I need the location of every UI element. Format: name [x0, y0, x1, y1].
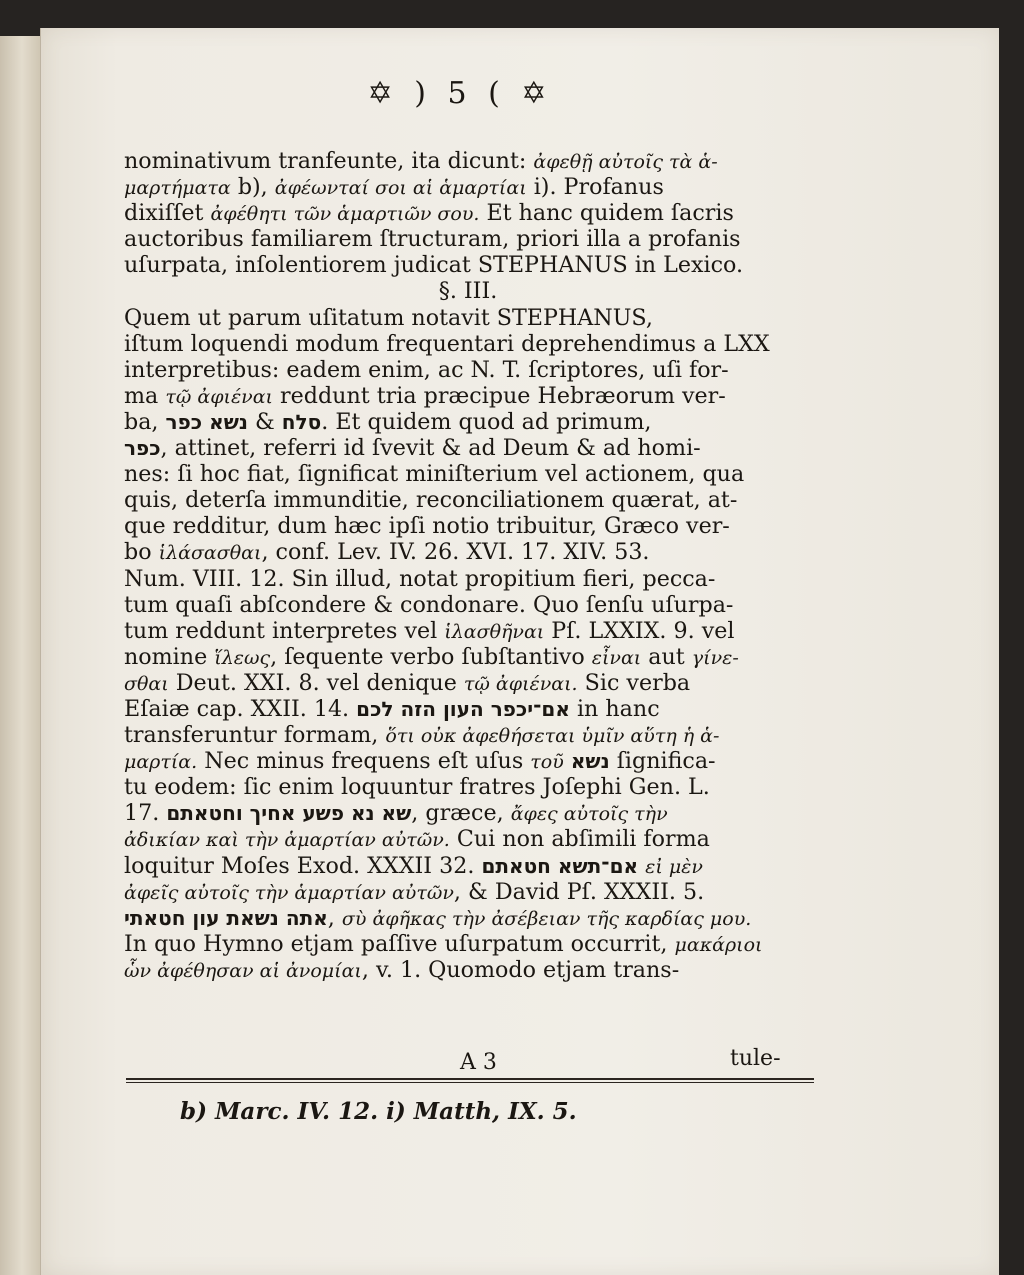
text-line [124, 618, 812, 644]
greek-text: μαρτήματα [124, 177, 231, 200]
latin-text: Deut. XXI. 8. vel denique [168, 669, 464, 696]
footnote-rule [126, 1078, 814, 1080]
text-line [124, 722, 812, 748]
greek-text: ὧν ἀφέθησαν αἱ ἀνομίαι [124, 959, 362, 982]
text-line [124, 670, 812, 696]
latin-text: nes: ſi hoc fiat, ſignificat miniſterium vel actionem, qua [124, 461, 745, 488]
latin-text [564, 748, 571, 774]
hebrew-text: כפר [124, 436, 161, 461]
latin-text: Et hanc quidem ſacris [479, 200, 734, 227]
latin-text: nominativum tranfeunte, ita dicunt: [124, 148, 534, 174]
latin-text: , [327, 904, 342, 931]
latin-text: Num. VIII. 12. Sin illud, notat propitium fieri, pecca- [124, 565, 716, 592]
hebrew-text: אם־יכפר העון הזה לכם [356, 696, 570, 721]
greek-text: τῷ ἀφιέναι. [463, 672, 578, 695]
hebrew-text: נשא [570, 749, 610, 774]
latin-text: Cui non abſimili forma [449, 826, 710, 853]
latin-text: que redditur, dum hæc ipſi notio tribuitur, Græco ver- [124, 513, 730, 540]
greek-text: εἶναι [591, 646, 642, 669]
text-line [124, 748, 812, 774]
greek-text: μακάριοι [674, 933, 763, 956]
hebrew-text: סלח [281, 409, 322, 434]
latin-text: , græce, [411, 800, 511, 827]
latin-text: tum quaſi abſcondere & condonare. Quo ſenſu uſurpa- [124, 591, 734, 618]
page-header: ✡ ) 5 ( ✡ [367, 76, 553, 111]
text-line [124, 357, 812, 383]
text-line [124, 226, 812, 252]
greek-text: ἀφεθῇ αὐτοῖς τὰ ἁ- [533, 151, 718, 173]
text-line [124, 252, 812, 278]
text-line [124, 931, 812, 957]
greek-text: ἱλασθῆναι [444, 620, 545, 643]
greek-text: σὺ ἀφῆκας τὴν ἀσέβειαν τῆς καρδίας μου. [341, 907, 752, 930]
latin-text: ba, [124, 408, 166, 435]
latin-text: auctoribus familiarem ſtructuram, priori illa a profanis [124, 226, 741, 253]
text-line [124, 644, 812, 670]
text-line [124, 331, 812, 357]
greek-text: σθαι [124, 672, 169, 695]
text-line [124, 696, 812, 722]
latin-text: In quo Hymno etjam paſſive uſurpatum occurrit, [124, 930, 675, 957]
catchword: tule- [730, 1046, 781, 1071]
body-text [124, 148, 812, 983]
greek-text: ἄφες αὐτοῖς τὴν [510, 803, 668, 826]
latin-text: , attinet, referri id ſvevit & ad Deum & ad homi- [160, 435, 701, 462]
latin-text: ſignifica- [609, 748, 716, 775]
latin-text: 17. [124, 800, 167, 827]
latin-text: dixiſſet [124, 200, 211, 227]
text-line [124, 174, 812, 200]
text-line [124, 853, 812, 879]
text-line [124, 800, 812, 826]
latin-text: . Et quidem quod ad primum, [321, 408, 652, 435]
signature-mark: A 3 [460, 1050, 497, 1075]
hebrew-text: אתה נשאת עון חטאתי [124, 905, 328, 930]
greek-text: ἱλάσασθαι [158, 542, 262, 565]
text-line [124, 539, 812, 565]
latin-text: b), [230, 174, 275, 201]
latin-text: reddunt tria præcipue Hebræorum ver- [272, 382, 726, 409]
latin-text: Eſaiæ cap. XXII. 14. [124, 695, 357, 722]
footnotes: b) Marc. IV. 12. i) Matth, IX. 5. [180, 1098, 577, 1125]
text-line [124, 566, 812, 592]
text-line [124, 461, 812, 487]
greek-text: μαρτία. [124, 751, 198, 774]
latin-text: i). Profanus [526, 174, 664, 201]
latin-text: interpretibus: eadem enim, ac N. T. ſcriptores, uſi for- [124, 356, 729, 383]
latin-text: , v. 1. Quomodo etjam trans- [361, 956, 680, 983]
hebrew-text: אם־תשא חטאתם [481, 853, 639, 878]
text-line [124, 435, 812, 461]
latin-text: tu eodem: ſic enim loquuntur fratres Joſephi Gen. L. [124, 774, 710, 801]
greek-text: γίνε- [691, 646, 739, 669]
greek-text: τοῦ [530, 751, 564, 774]
text-line [124, 592, 812, 618]
latin-text: uſurpata, inſolentiorem judicat STEPHANUS in Lexico. [124, 252, 744, 279]
hebrew-text: שא נא פשע אחיך וחטאתם [166, 801, 412, 826]
greek-text: ἀδικίαν καὶ τὴν ἁμαρτίαν αὐτῶν. [124, 829, 450, 852]
latin-text: tum reddunt interpretes vel [124, 617, 445, 644]
greek-text: ἵλεως [214, 646, 271, 669]
latin-text: & [247, 408, 282, 435]
text-line [124, 826, 812, 852]
latin-text: bo [124, 539, 159, 566]
text-line [124, 383, 812, 409]
latin-text: ma [124, 382, 166, 409]
latin-text: Quem ut parum uſitatum notavit STEPHANUS, [124, 304, 653, 331]
latin-text: Nec minus frequens eſt uſus [197, 748, 531, 775]
text-line [124, 879, 812, 905]
latin-text: Sic verba [577, 669, 691, 696]
text-line [124, 200, 812, 226]
latin-text: iſtum loquendi modum frequentari deprehendimus a LXX [124, 330, 770, 357]
text-line [124, 305, 812, 331]
latin-text: nomine [124, 643, 215, 670]
left-page-edge [0, 36, 41, 1275]
text-line [124, 487, 812, 513]
latin-text: , ſequente verbo ſubſtantivo [270, 643, 592, 670]
text-line [124, 278, 812, 304]
greek-text: ἀφέθητι τῶν ἁμαρτιῶν σου. [210, 203, 480, 226]
latin-text: loquitur Moſes Exod. XXXII 32. [124, 852, 482, 879]
greek-text: ὅτι οὐκ ἀφεθήσεται ὑμῖν αὕτη ἡ ἁ- [385, 725, 720, 748]
text-line [124, 409, 812, 435]
latin-text: Pſ. LXXIX. 9. vel [544, 617, 735, 644]
latin-text: aut [641, 643, 692, 670]
latin-text: , conf. Lev. IV. 26. XVI. 17. XIV. 53. [261, 539, 650, 566]
text-line [124, 148, 812, 174]
hebrew-text: כפר [165, 409, 203, 434]
greek-text: ἀφεῖς αὐτοῖς τὴν ἁμαρτίαν αὐτῶν [124, 881, 454, 904]
latin-text: quis, deterſa immunditie, reconciliationem quærat, at- [124, 487, 738, 514]
text-line [124, 905, 812, 931]
text-line [124, 957, 812, 983]
text-line [124, 513, 812, 539]
greek-text: εἰ μὲν [645, 855, 703, 878]
latin-text: , & David Pſ. XXXII. 5. [453, 878, 705, 905]
footnote-rule-thin [126, 1082, 814, 1083]
greek-text: ἀφέωνταί σοι αἱ ἁμαρτίαι [274, 177, 527, 200]
greek-text: τῷ ἀφιέναι [165, 385, 273, 408]
latin-text: in hanc [569, 695, 660, 722]
section-heading: §. III. [438, 278, 498, 305]
hebrew-text: נשא [209, 409, 248, 434]
latin-text: transferuntur formam, [124, 722, 386, 749]
text-line [124, 774, 812, 800]
